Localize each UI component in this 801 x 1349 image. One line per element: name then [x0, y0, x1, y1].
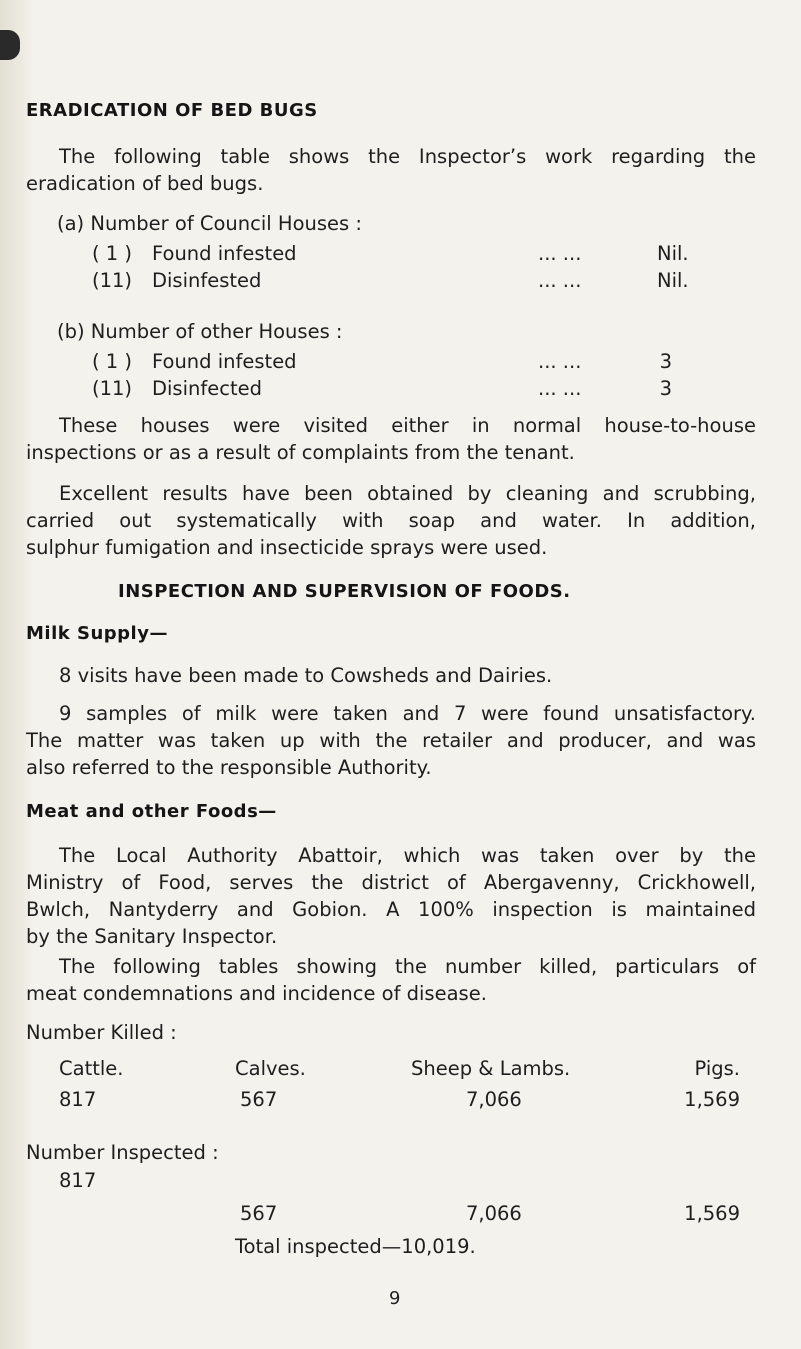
- killed-value: 817: [59, 1088, 97, 1111]
- abattoir-line: by the Sanitary Inspector.: [26, 925, 278, 948]
- meat-heading: Meat and other Foods—: [26, 801, 277, 822]
- row-index: ( 1 ): [92, 350, 133, 373]
- visits-line: These houses were visited either in normal house-to-house: [59, 414, 756, 437]
- inspected-value: 7,066: [466, 1202, 522, 1225]
- row-dots: ... ...: [538, 269, 582, 292]
- bed-bugs-intro: [26, 143, 756, 197]
- abattoir-line: The Local Authority Abattoir, which was taken over by the: [59, 844, 756, 867]
- foods-heading: INSPECTION AND SUPERVISION OF FOODS.: [118, 581, 571, 602]
- results-line: sulphur fumigation and insecticide sprays were used.: [26, 536, 548, 559]
- row-dots: ... ...: [538, 242, 582, 265]
- row-value: Nil.: [657, 242, 689, 265]
- milk-samples-line: 9 samples of milk were taken and 7 were found unsatisfactory.: [59, 702, 756, 725]
- killed-value: 567: [240, 1088, 278, 1111]
- milk-samples-paragraph: [26, 700, 756, 781]
- tables-intro-line: meat condemnations and incidence of disease.: [26, 982, 487, 1005]
- row-label: Disinfested: [152, 269, 262, 292]
- inspected-value: 1,569: [684, 1202, 740, 1225]
- results-paragraph: [26, 480, 756, 561]
- row-label: Disinfected: [152, 377, 262, 400]
- visits-line: inspections or as a result of complaints from the tenant.: [26, 441, 575, 464]
- row-index: (11): [92, 377, 133, 400]
- other-houses-label: (b) Number of other Houses :: [57, 320, 343, 343]
- results-line: carried out systematically with soap and water. In addition,: [26, 509, 756, 532]
- row-value: Nil.: [657, 269, 689, 292]
- abattoir-line: Bwlch, Nantyderry and Gobion. A 100% inspection is maintained: [26, 898, 756, 921]
- milk-visits: 8 visits have been made to Cowsheds and Dairies.: [59, 664, 553, 687]
- total-inspected: Total inspected—10,019.: [235, 1235, 476, 1258]
- council-houses-label: (a) Number of Council Houses :: [57, 212, 362, 235]
- row-dots: ... ...: [538, 377, 582, 400]
- intro-line: The following table shows the Inspector’s work regarding the: [59, 145, 756, 168]
- row-index: ( 1 ): [92, 242, 133, 265]
- abattoir-line: Ministry of Food, serves the district of Abergavenny, Crickhowell,: [26, 871, 756, 894]
- page-number: 9: [389, 1288, 401, 1309]
- column-header: Sheep & Lambs.: [411, 1057, 571, 1080]
- column-header: Calves.: [235, 1057, 306, 1080]
- visits-paragraph: [26, 412, 756, 466]
- tables-intro-paragraph: [26, 953, 756, 1007]
- column-header: Pigs.: [694, 1057, 740, 1080]
- killed-value: 7,066: [466, 1088, 522, 1111]
- milk-supply-heading: Milk Supply—: [26, 623, 168, 644]
- killed-value: 1,569: [684, 1088, 740, 1111]
- inspected-value: 567: [240, 1202, 278, 1225]
- row-dots: ... ...: [538, 350, 582, 373]
- milk-samples-line: The matter was taken up with the retailer and producer, and was: [26, 729, 756, 752]
- bed-bugs-heading: ERADICATION OF BED BUGS: [26, 100, 318, 121]
- row-index: (11): [92, 269, 133, 292]
- results-line: Excellent results have been obtained by cleaning and scrubbing,: [59, 482, 756, 505]
- row-value: 3: [659, 350, 672, 373]
- milk-samples-line: also referred to the responsible Authority.: [26, 756, 432, 779]
- tables-intro-line: The following tables showing the number killed, particulars of: [59, 955, 756, 978]
- row-label: Found infested: [152, 242, 297, 265]
- number-inspected-label: Number Inspected :: [26, 1141, 219, 1164]
- number-killed-label: Number Killed :: [26, 1021, 177, 1044]
- row-value: 3: [659, 377, 672, 400]
- intro-line: eradication of bed bugs.: [26, 172, 264, 195]
- abattoir-paragraph: [26, 842, 756, 950]
- row-label: Found infested: [152, 350, 297, 373]
- column-header: Cattle.: [59, 1057, 124, 1080]
- inspected-value: 817: [59, 1169, 97, 1192]
- corner-ink-mark: [0, 30, 20, 60]
